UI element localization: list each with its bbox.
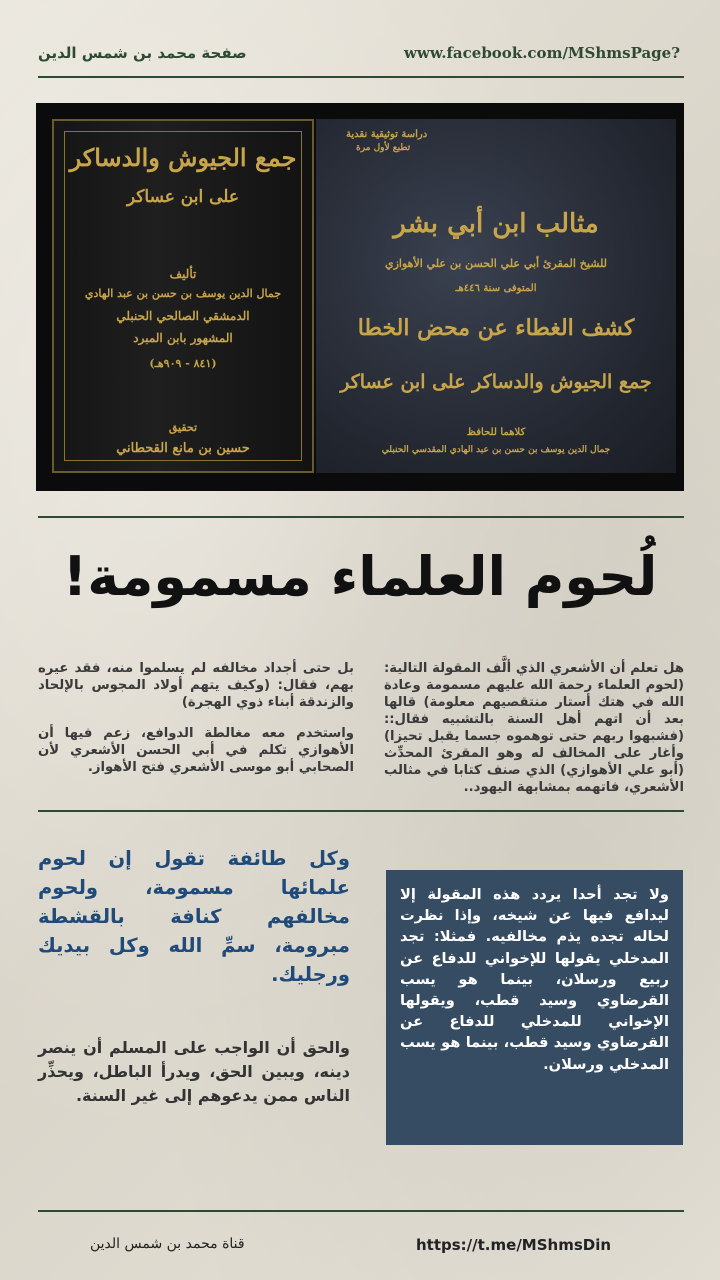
right-book-author1: للشيخ المقرئ أبي علي الحسن بن علي الأهوازي xyxy=(385,257,607,270)
highlight-box xyxy=(386,870,683,1145)
right-book-author-label: كلاهما للحافظ xyxy=(466,427,526,438)
highlight-box-text: ولا تجد أحدا يردد هذه المقولة إلا ليدافع فيها عن شيخه، وإذا نظرت لحاله تجده يذم مخالفيه. فمثلا: تجد المدخلي يقولها للإخواني للدفاع عن ربيع ورسلان، بينما هو يسب القرضاوي وسيد قطب، ويقولها الإخواني للمدخلي للدفاع عن القرضاوي وسيد قطب، بينما هو يسب المدخلي ورسلان. xyxy=(400,886,669,1073)
right-book-death1: المتوفى سنة ٤٤٦هـ xyxy=(455,283,537,294)
left-book-author-line2: الدمشقي الصالحي الحنبلي xyxy=(116,309,250,323)
right-book-title2: كشف الغطاء عن محض الخطا xyxy=(357,315,635,341)
header-divider xyxy=(38,76,684,78)
right-column-text xyxy=(384,660,684,810)
left-column-paragraph-1: بل حتى أجداد مخالفه لم يسلموا منه، فقد عيره بهم، فقال: (وكيف يتهم أولاد المجوس بالإلحاد والزندقة أبناء ذوي الهجرة) xyxy=(38,661,354,710)
right-book-title1: مثالب ابن أبي بشر xyxy=(393,209,599,239)
left-book-cover xyxy=(52,119,314,473)
books-photo xyxy=(36,103,684,491)
photo-divider xyxy=(38,516,684,518)
right-column-paragraph: هل تعلم أن الأشعري الذي ألَّف المقولة التالية: (لحوم العلماء رحمة الله عليهم مسمومة وعادة الله في هتك أستار منتقصيهم معلومة) قالها بعد أن اتهم أهل السنة بالتشبيه فقال:: (فشبهوا ربهم حتى توهموه جسما يقبل تحيزا) وأغار على المخالف له وهو المقرئ المحدِّث (أبو علي الأهوازي) الذي صنف كتابا في مثالب الأشعري، فاتهمه بمشابهة اليهود.. xyxy=(384,661,684,795)
conclusion-text: والحق أن الواجب على المسلم أن ينصر دينه، ويبين الحق، ويدرأ الباطل، ويحذِّر الناس ممن يدعوهم إلى غير السنة. xyxy=(38,1038,350,1105)
telegram-link[interactable]: https://t.me/MShmsDin xyxy=(416,1236,612,1254)
columns-divider xyxy=(38,810,684,812)
footer-divider xyxy=(38,1210,684,1212)
left-book-subtitle: على ابن عساكر xyxy=(126,187,240,207)
blue-quote: وكل طائفة تقول إن لحوم علمائها مسمومة، ولحوم مخالفهم كنافة بالقشطة مبرومة، سمِّ الله وكل بيديك ورجليك. xyxy=(38,847,350,986)
article-title: لُحوم العلماء مسمومة! xyxy=(62,545,658,608)
facebook-link[interactable]: www.facebook.com/MShmsPage? xyxy=(404,44,680,62)
left-book-title: جمع الجيوش والدساكر xyxy=(69,143,297,172)
left-book-editor: حسين بن مانع القحطاني xyxy=(116,441,250,456)
page-name: صفحة محمد بن شمس الدين xyxy=(38,44,247,62)
left-book-years: (٨٤١ - ٩٠٩هـ) xyxy=(149,357,217,370)
right-book-series2: تطبع لأول مرة xyxy=(356,143,411,153)
left-book-author-line1: جمال الدين يوسف بن حسن بن عبد الهادي xyxy=(84,287,282,300)
left-column-paragraph-2: واستخدم معه مغالطة الدوافع، زعم فيها أن الأهوازي تكلم في أبي الحسن الأشعري لأن الصحابي أبو موسى الأشعري فتح الأهواز. xyxy=(38,726,354,775)
right-book-series: دراسة توثيقية نقدية xyxy=(346,129,428,140)
left-column-text xyxy=(38,660,354,790)
left-book-author-line3: المشهور بابن المبرد xyxy=(133,331,233,345)
left-book-editor-label: تحقيق xyxy=(168,421,198,434)
right-book-author2: جمال الدين يوسف بن حسن بن عبد الهادي المقدسي الحنبلي xyxy=(381,445,611,455)
channel-name: قناة محمد بن شمس الدين xyxy=(90,1236,245,1252)
right-book-title3: جمع الجيوش والدساكر على ابن عساكر xyxy=(340,371,652,393)
left-book-author-label: تأليف xyxy=(169,267,197,281)
right-book-cover xyxy=(316,119,676,473)
